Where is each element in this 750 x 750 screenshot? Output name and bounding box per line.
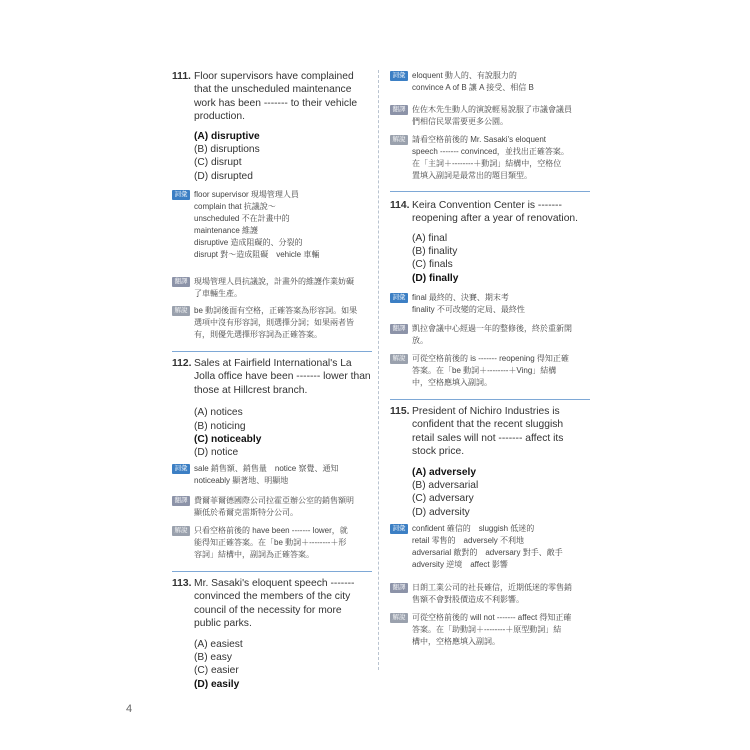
explanation-badge: 解說 [390, 354, 408, 364]
explanation-badge: 解說 [172, 526, 190, 536]
page-number: 4 [126, 703, 133, 715]
option-c: (C) noticeably [194, 433, 262, 445]
option-b: (B) adversarial [412, 479, 479, 491]
vocab-badge: 詞彙 [390, 71, 408, 81]
option-b: (B) finality [412, 246, 458, 258]
translation-badge: 翻譯 [172, 496, 190, 506]
option-c: (C) disrupt [194, 157, 242, 169]
option-b: (B) easy [194, 651, 232, 663]
question-111 [172, 70, 372, 183]
vocab-note-111: 詞彙 floor supervisor 現場管理人員 complain that 抗議說～ unscheduled 不在計畫中的 maintenance 維護 disruptive 造成阻礙的、分裂的 disrupt 對～造成阻礙 vehicle 車輛 [172, 189, 382, 261]
vocab-note-114: 詞彙 final 最終的、決賽、期末考 finality 不可改變的定局、最終性 [390, 292, 600, 316]
question-113 [172, 577, 372, 691]
explanation-note-112: 解說 只看空格前後的 have been ------- lower，就 能得知正確答案。在「be 動詞＋--------＋形 容詞」結構中，副詞為正確答案。 [172, 525, 382, 561]
explanation-note-115: 解說 可從空格前後的 will not ------- affect 得知正確 答案。在「助動詞＋--------＋原型動詞」結 構中，空格應填入副詞。 [390, 612, 600, 648]
option-c: (C) easier [194, 665, 239, 677]
answer-options [194, 130, 372, 183]
translation-badge: 翻譯 [172, 277, 190, 287]
section-separator [390, 191, 590, 192]
answer-options [194, 406, 372, 459]
translation-note-112: 翻譯 費爾菲爾德國際公司拉霍亞辦公室的銷售額明 顯低於希爾克雷斯特分公司。 [172, 495, 382, 519]
question-number: 114. [390, 200, 410, 211]
question-112 [172, 357, 372, 459]
option-d: (D) adversity [412, 506, 470, 518]
translation-note-114: 翻譯 凱拉會議中心經過一年的整修後，終於重新開 放。 [390, 323, 600, 347]
option-c: (C) adversary [412, 493, 474, 505]
explanation-badge: 解說 [172, 306, 190, 316]
vocab-badge: 詞彙 [390, 293, 408, 303]
question-stem: Keira Convention Center is ------- reopening after a year of renovation. [412, 200, 579, 225]
vocab-note-113: 詞彙 eloquent 動人的、有說服力的 convince A of B 讓 A 接受、相信 B [390, 70, 600, 94]
vocab-note-115: 詞彙 confident 確信的 sluggish 低迷的 retail 零售的 adversely 不利地 adversarial 敵對的 adversary 對手、敵手 adversity 逆境 affect 影響 [390, 523, 600, 571]
section-separator [172, 351, 372, 352]
translation-badge: 翻譯 [390, 324, 408, 334]
option-a: (A) disruptive [194, 130, 260, 142]
question-stem: Mr. Sasaki's eloquent speech ------- convinced the members of the city council of the necessity for more public parks. [194, 578, 355, 630]
translation-badge: 翻譯 [390, 105, 408, 115]
explanation-note-111: 解說 be 動詞後面有空格，正確答案為形容詞。如果 選項中沒有形容詞，則選擇分詞；如果兩者皆 有，則優先選擇形容詞為正確答案。 [172, 305, 382, 341]
translation-note-115: 翻譯 日朗工業公司的社長確信，近期低迷的零售銷 售額不會對股價造成不利影響。 [390, 582, 600, 606]
vocab-badge: 詞彙 [172, 190, 190, 200]
answer-options [194, 638, 372, 691]
question-stem: President of Nichiro Industries is confident that the recent sluggish retail sales will not ------- affect its stock price. [412, 406, 564, 458]
question-stem: Floor supervisors have complained that the unscheduled maintenance work has been ------- to their vehicle production. [194, 71, 358, 123]
option-d: (D) finally [412, 272, 459, 284]
explanation-badge: 解說 [390, 135, 408, 145]
option-d: (D) notice [194, 447, 239, 459]
translation-note-111: 翻譯 現場管理人員抗議說，計畫外的維護作業妨礙 了車輛生產。 [172, 276, 382, 300]
option-a: (A) final [412, 232, 448, 244]
question-stem: Sales at Fairfield International's La Jolla office have been ------- lower than those at Hillcrest branch. [194, 358, 371, 396]
column-divider [378, 70, 379, 670]
question-number: 112. [172, 358, 192, 369]
explanation-note-113: 解說 請看空格前後的 Mr. Sasaki's eloquent speech ------- convinced，並找出正確答案。 在「主詞＋--------＋動詞」結構中，空格位 置填入副詞是最常出的題目類型。 [390, 134, 600, 182]
translation-badge: 翻譯 [390, 583, 408, 593]
option-a: (A) easiest [194, 638, 243, 650]
answer-options [412, 232, 590, 285]
vocab-badge: 詞彙 [390, 524, 408, 534]
question-number: 113. [172, 578, 192, 589]
option-b: (B) disruptions [194, 143, 260, 155]
vocab-badge: 詞彙 [172, 464, 190, 474]
option-a: (A) adversely [412, 466, 476, 478]
option-c: (C) finals [412, 259, 453, 271]
vocab-note-112: 詞彙 sale 銷售額、銷售量 notice 察覺、通知 noticeably 顯著地、明顯地 [172, 463, 382, 487]
question-number: 111. [172, 71, 191, 82]
option-b: (B) noticing [194, 420, 246, 432]
question-115 [390, 405, 590, 519]
section-separator [390, 399, 590, 400]
option-d: (D) disrupted [194, 170, 253, 182]
option-a: (A) notices [194, 407, 243, 419]
translation-note-113: 翻譯 佐佐木先生動人的演說輕易說服了市議會議員 們相信民眾需要更多公園。 [390, 104, 600, 128]
section-separator [172, 571, 372, 572]
option-d: (D) easily [194, 678, 240, 690]
explanation-badge: 解說 [390, 613, 408, 623]
explanation-note-114: 解說 可從空格前後的 is ------- reopening 得知正確 答案。在「be 動詞＋--------＋Ving」結構 中，空格應填入副詞。 [390, 353, 600, 389]
question-number: 115. [390, 406, 410, 417]
question-114 [390, 199, 590, 285]
answer-options [412, 466, 590, 519]
